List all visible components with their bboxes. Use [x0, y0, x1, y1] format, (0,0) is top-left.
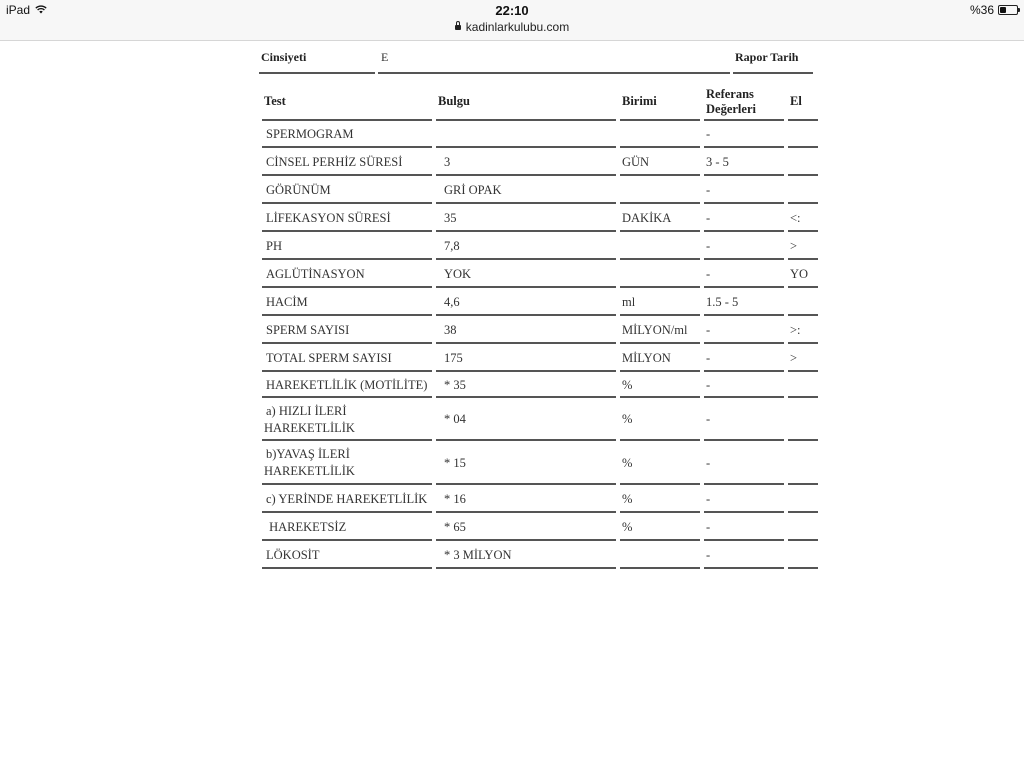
- header-test: Test: [262, 84, 432, 121]
- table-row: [0, 206, 800, 232]
- report-header-row: [0, 41, 800, 73]
- table-row: [0, 443, 800, 485]
- bulgu-cell: * 04: [436, 400, 616, 441]
- extra-cell: YO: [788, 262, 818, 288]
- extra-cell: >: [788, 346, 818, 372]
- table-row: [0, 374, 800, 398]
- extra-cell: [788, 515, 818, 541]
- birimi-cell: MİLYON: [620, 346, 700, 372]
- extra-cell: [788, 150, 818, 176]
- birimi-cell: ml: [620, 290, 700, 316]
- bulgu-cell: 175: [436, 346, 616, 372]
- table-row: [0, 234, 800, 260]
- address-bar[interactable]: [0, 20, 1024, 34]
- extra-cell: [788, 443, 818, 485]
- test-cell: HAREKETSİZ: [262, 515, 432, 541]
- extra-cell: [788, 122, 818, 148]
- header-extra: El: [788, 84, 818, 121]
- table-row: [0, 290, 800, 316]
- header-birimi: Birimi: [620, 84, 700, 121]
- birimi-cell: MİLYON/ml: [620, 318, 700, 344]
- device-name: iPad: [6, 3, 31, 17]
- referans-cell: -: [704, 234, 784, 260]
- bulgu-cell: GRİ OPAK: [436, 178, 616, 204]
- extra-cell: [788, 487, 818, 513]
- birimi-cell: %: [620, 374, 700, 398]
- test-cell: LÖKOSİT: [262, 543, 432, 569]
- battery-percent: %36: [969, 3, 994, 17]
- table-header: [0, 84, 800, 121]
- header-bulgu: Bulgu: [436, 84, 616, 121]
- bulgu-cell: * 3 MİLYON: [436, 543, 616, 569]
- bulgu-cell: 3: [436, 150, 616, 176]
- birimi-cell: %: [620, 487, 700, 513]
- gender-value: E: [381, 50, 389, 64]
- referans-cell: -: [704, 543, 784, 569]
- birimi-cell: GÜN: [620, 150, 700, 176]
- test-cell: CİNSEL PERHİZ SÜRESİ: [262, 150, 432, 176]
- extra-cell: [788, 290, 818, 316]
- bulgu-cell: 4,6: [436, 290, 616, 316]
- birimi-cell: [620, 122, 700, 148]
- header-referans: Referans Değerleri: [704, 84, 784, 121]
- referans-cell: -: [704, 400, 784, 441]
- referans-cell: -: [704, 443, 784, 485]
- referans-cell: -: [704, 262, 784, 288]
- test-cell: c) YERİNDE HAREKETLİLİK: [262, 487, 432, 513]
- referans-cell: -: [704, 122, 784, 148]
- url-text[interactable]: kadinlarkulubu.com: [465, 20, 570, 34]
- referans-cell: 3 - 5: [704, 150, 784, 176]
- extra-cell: [788, 178, 818, 204]
- report-date-cell: [733, 41, 813, 74]
- table-row: [0, 150, 800, 176]
- table-row: [0, 487, 800, 513]
- test-cell: a) HIZLI İLERİ HAREKETLİLİK: [262, 400, 432, 441]
- referans-cell: -: [704, 178, 784, 204]
- test-cell: HACİM: [262, 290, 432, 316]
- table-row: [0, 318, 800, 344]
- birimi-cell: [620, 262, 700, 288]
- referans-cell: -: [704, 318, 784, 344]
- birimi-cell: [620, 543, 700, 569]
- extra-cell: [788, 400, 818, 441]
- birimi-cell: %: [620, 400, 700, 441]
- bulgu-cell: YOK: [436, 262, 616, 288]
- referans-cell: -: [704, 374, 784, 398]
- birimi-cell: %: [620, 443, 700, 485]
- referans-cell: -: [704, 206, 784, 232]
- gender-label: Cinsiyeti: [261, 50, 307, 64]
- bulgu-cell: 35: [436, 206, 616, 232]
- report-document: [0, 41, 809, 768]
- birimi-cell: [620, 178, 700, 204]
- bulgu-cell: * 35: [436, 374, 616, 398]
- extra-cell: [788, 374, 818, 398]
- birimi-cell: DAKİKA: [620, 206, 700, 232]
- test-cell: SPERMOGRAM: [262, 122, 432, 148]
- test-cell: HAREKETLİLİK (MOTİLİTE): [262, 374, 432, 398]
- gender-label-cell: [259, 41, 375, 74]
- table-row: [0, 262, 809, 288]
- battery-icon: [998, 5, 1018, 15]
- test-cell: PH: [262, 234, 432, 260]
- test-cell: TOTAL SPERM SAYISI: [262, 346, 432, 372]
- table-row: [0, 346, 800, 372]
- extra-cell: <:: [788, 206, 818, 232]
- bulgu-cell: * 16: [436, 487, 616, 513]
- test-cell: LİFEKASYON SÜRESİ: [262, 206, 432, 232]
- table-row: [0, 543, 800, 569]
- referans-cell: -: [704, 346, 784, 372]
- test-cell: b)YAVAŞ İLERİ HAREKETLİLİK: [262, 443, 432, 485]
- table-row: [0, 400, 800, 441]
- referans-cell: -: [704, 487, 784, 513]
- test-cell: GÖRÜNÜM: [262, 178, 432, 204]
- bulgu-cell: 38: [436, 318, 616, 344]
- ios-status-bar: [0, 0, 1024, 41]
- table-row: [0, 515, 800, 541]
- referans-cell: 1.5 - 5: [704, 290, 784, 316]
- test-cell: SPERM SAYISI: [262, 318, 432, 344]
- report-date-label: Rapor Tarih: [735, 50, 799, 64]
- table-row: [0, 178, 800, 204]
- table-row: [0, 122, 800, 148]
- bulgu-cell: * 65: [436, 515, 616, 541]
- extra-cell: >:: [788, 318, 818, 344]
- bulgu-cell: 7,8: [436, 234, 616, 260]
- bulgu-cell: [436, 122, 616, 148]
- birimi-cell: [620, 234, 700, 260]
- test-cell: AGLÜTİNASYON: [262, 262, 432, 288]
- clock: 22:10: [495, 3, 529, 18]
- gender-value-cell: [378, 41, 730, 74]
- extra-cell: [788, 543, 818, 569]
- bulgu-cell: * 15: [436, 443, 616, 485]
- lock-icon: [455, 25, 461, 30]
- referans-cell: -: [704, 515, 784, 541]
- birimi-cell: %: [620, 515, 700, 541]
- extra-cell: >: [788, 234, 818, 260]
- status-right: [970, 3, 1018, 17]
